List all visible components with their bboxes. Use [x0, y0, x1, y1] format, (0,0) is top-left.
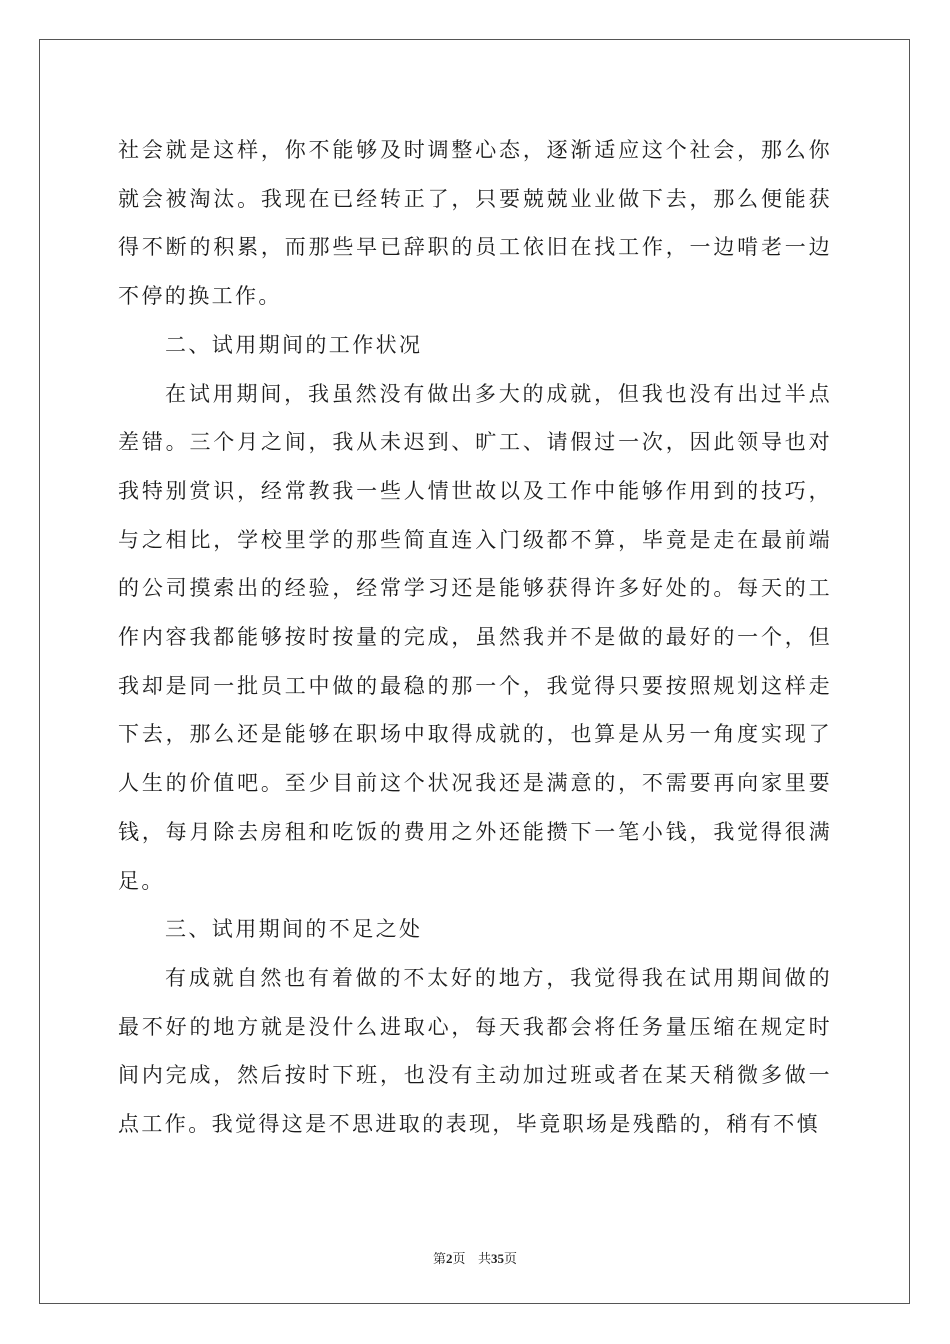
footer-prefix: 第: [433, 1252, 447, 1267]
paragraph-continued: 社会就是这样，你不能够及时调整心态，逐渐适应这个社会，那么你就会被淘汰。我现在已经转正了，只要兢兢业业做下去，那么便能获得不断的积累，而那些早已辞职的员工依旧在找工作，一边啃老一边不停的换工作。: [118, 138, 832, 309]
paragraph-shortcomings: 有成就自然也有着做的不太好的地方，我觉得我在试用期间做的最不好的地方就是没什么进取心，每天我都会将任务量压缩在规定时间内完成，然后按时下班，也没有主动加过班或者在某天稍微多做一点工作。我觉得这是不思进取的表现，毕竟职场是残酷的，稍有不慎: [118, 965, 832, 1137]
paragraph-work-status: 在试用期间，我虽然没有做出多大的成就，但我也没有出过半点差错。三个月之间，我从未迟到、旷工、请假过一次，因此领导也对我特别赏识，经常教我一些人情世故以及工作中能够作用到的技巧，与之相比，学校里学的那些简直连入门级都不算，毕竟是走在最前端的公司摸索出的经验，经常学习还是能够获得许多好处的。每天的工作内容我都能够按时按量的完成，虽然我并不是做的最好的一个，但我却是同一批员工中做的最稳的那一个，我觉得只要按照规划这样走下去，那么还是能够在职场中取得成就的，也算是从另一角度实现了人生的价值吧。至少目前这个状况我还是满意的，不需要再向家里要钱，每月除去房租和吃饭的费用之外还能攒下一笔小钱，我觉得很满足。: [118, 381, 832, 893]
section-heading-work-status: 二、试用期间的工作状况: [165, 332, 423, 357]
footer-total-prefix: 共: [477, 1252, 491, 1267]
document-body: [118, 126, 832, 1149]
footer-page-unit: 页: [452, 1252, 466, 1267]
total-page-count: 35: [490, 1251, 504, 1266]
footer-total-unit: 页: [503, 1252, 517, 1267]
page-footer: [0, 1248, 950, 1267]
section-heading-shortcomings: 三、试用期间的不足之处: [165, 917, 423, 942]
current-page-number: 2: [446, 1251, 453, 1266]
